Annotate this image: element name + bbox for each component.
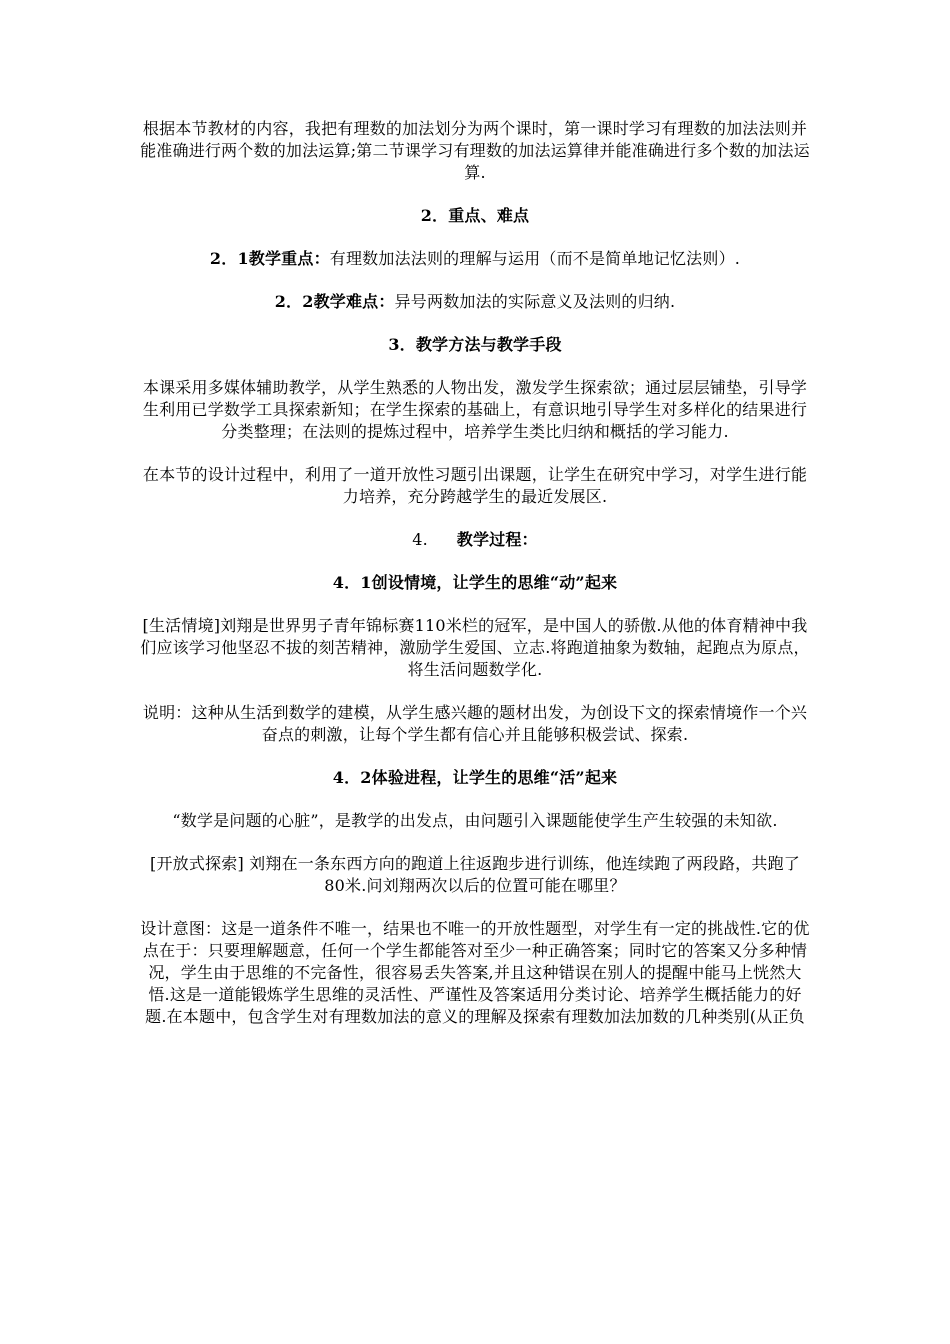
subsection-label: 2．2教学难点： (274, 292, 395, 311)
document-body (140, 118, 810, 1049)
paragraph-methods: 本课采用多媒体辅助教学，从学生熟悉的人物出发，激发学生探索欲；通过层层铺垫，引导学生利用已学数学工具探索新知；在学生探索的基础上，有意识地引导学生对多样化的结果进行分类整理；在法则的提炼过程中，培养学生类比归纳和概括的学习能力. (142, 378, 808, 441)
heading-methods: 3．教学方法与教学手段 (388, 335, 562, 354)
subsection-teaching-focus (140, 248, 810, 270)
heading-teaching-process (140, 529, 810, 551)
heading-text: 教学过程： (456, 530, 538, 549)
paragraph-open-exploration: [开放式探索] 刘翔在一条东西方向的跑道上往返跑步进行训练，他连续跑了两段路，共跑了80米.问刘翔两次以后的位置可能在哪里？ (150, 854, 800, 895)
heading-experience-process: 4．2体验进程，让学生的思维“活”起来 (332, 768, 618, 787)
subsection-text: 异号两数加法的实际意义及法则的归纳. (394, 292, 676, 311)
paragraph-design-process: 在本节的设计过程中，利用了一道开放性习题引出课题，让学生在研究中学习，对学生进行能力培养，充分跨越学生的最近发展区. (142, 465, 808, 506)
paragraph-math-heart: “数学是问题的心脏”，是教学的出发点，由问题引入课题能使学生产生较强的未知欲. (172, 811, 778, 830)
subsection-label: 2．1教学重点： (209, 249, 330, 268)
paragraph-design-intent: 设计意图：这是一道条件不唯一，结果也不唯一的开放性题型，对学生有一定的挑战性.它的优点在于：只要理解题意，任何一个学生都能答对至少一种正确答案；同时它的答案又分多种情况，学生由于思维的不完备性，很容易丢失答案,并且这种错误在别人的提醒中能马上恍然大悟.这是一道能锻炼学生思维的灵活性、严谨性及答案适用分类讨论、培养学生概括能力的好题.在本题中，包含学生对有理数加法的意义的理解及探索有理数加法加数的几种类别(从正负 (140, 919, 810, 1026)
subsection-teaching-difficulty (140, 291, 810, 313)
heading-create-situation: 4．1创设情境，让学生的思维“动”起来 (332, 573, 618, 592)
paragraph-explanation: 说明：这种从生活到数学的建模，从学生感兴趣的题材出发，为创设下文的探索情境作一个兴奋点的刺激，让每个学生都有信心并且能够积极尝试、探索. (142, 703, 808, 744)
paragraph-lesson-plan: 根据本节教材的内容，我把有理数的加法划分为两个课时，第一课时学习有理数的加法法则并能准确进行两个数的加法运算;第二节课学习有理数的加法运算律并能准确进行多个数的加法运算. (140, 119, 810, 182)
heading-key-points: 2．重点、难点 (420, 206, 530, 225)
paragraph-life-situation: [生活情境]刘翔是世界男子青年锦标赛110米栏的冠军，是中国人的骄傲.从他的体育精神中我们应该学习他坚忍不拔的刻苦精神，激励学生爱国、立志.将跑道抽象为数轴，起跑点为原点，将生活问题数学化. (140, 616, 810, 679)
heading-number: 4. (412, 530, 428, 549)
subsection-text: 有理数加法法则的理解与运用（而不是简单地记忆法则）. (329, 249, 741, 268)
